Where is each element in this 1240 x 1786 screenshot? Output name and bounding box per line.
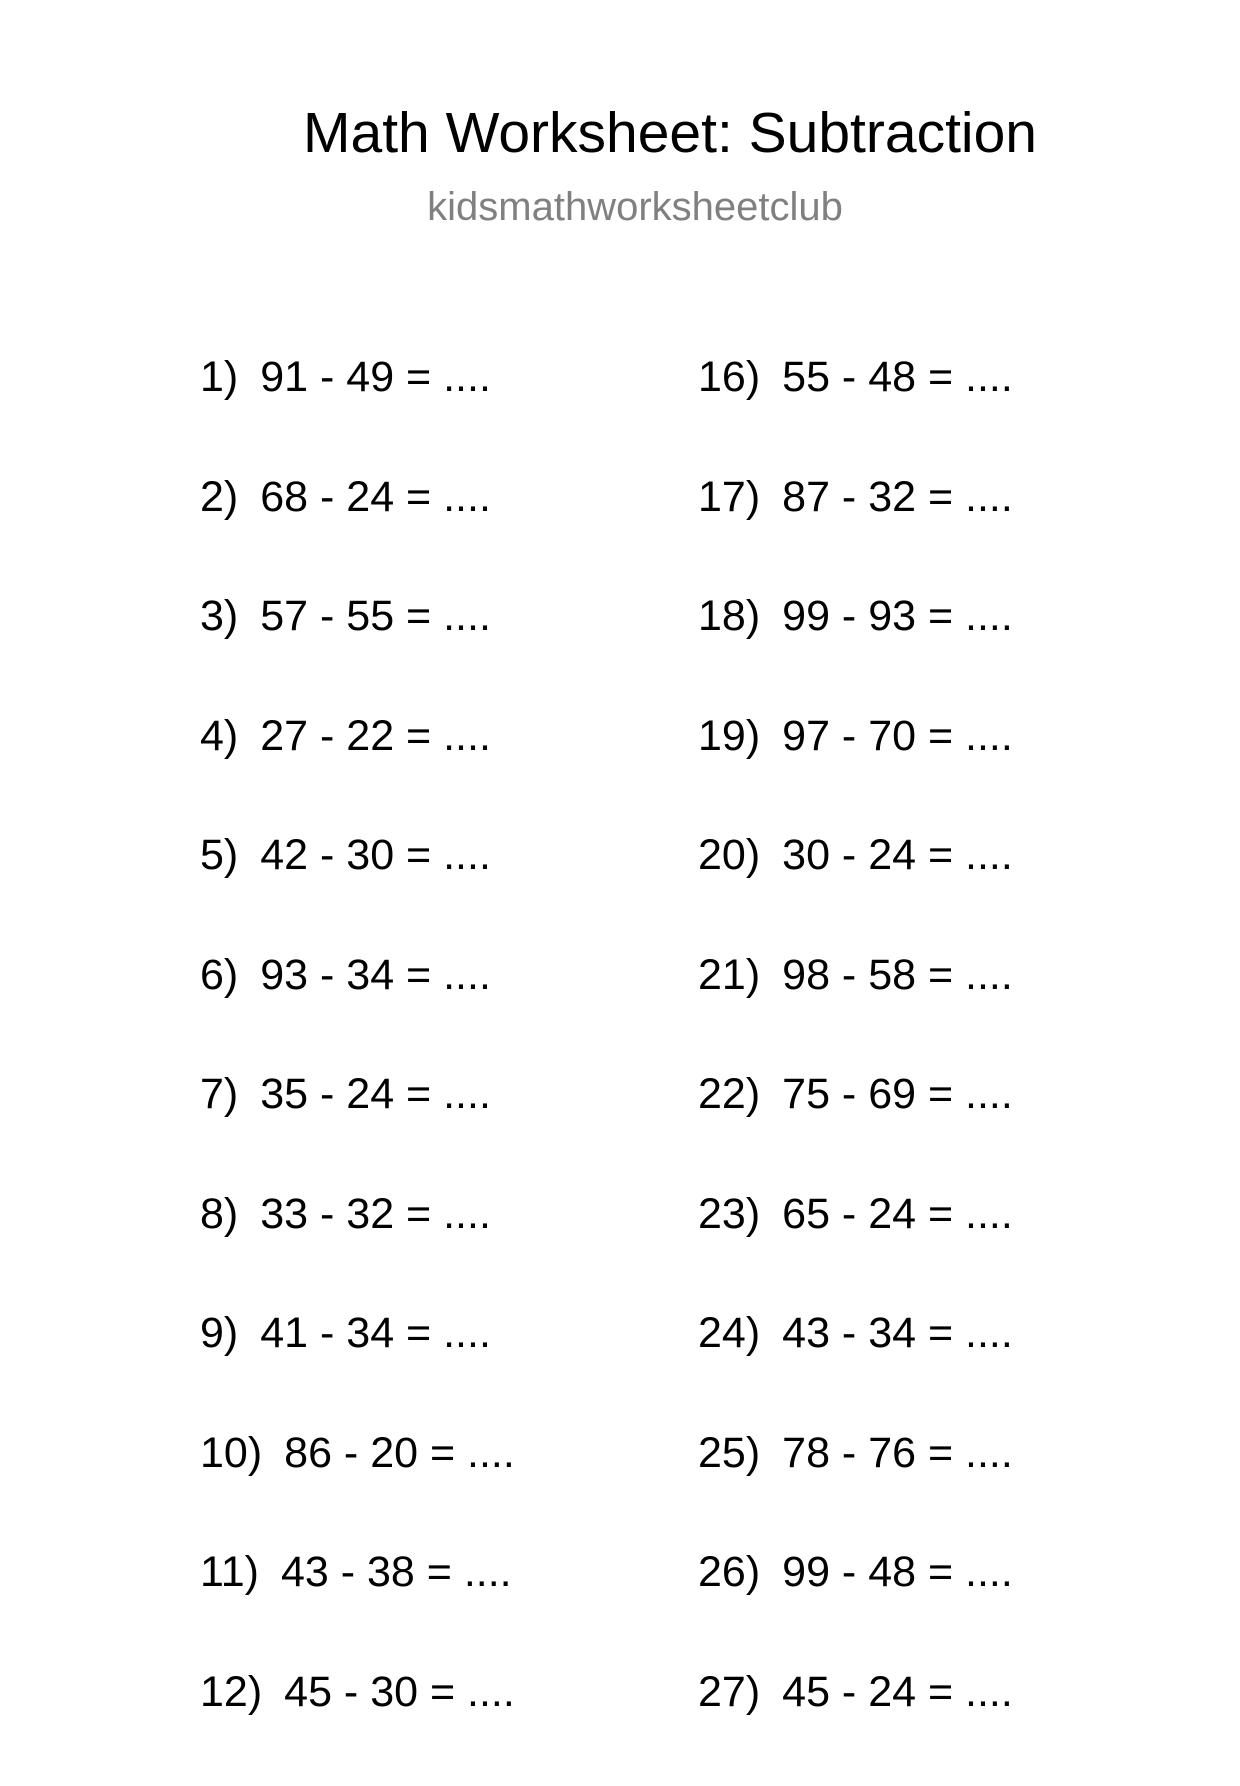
problem-expression: 45 - 30 = .... (284, 1667, 515, 1717)
problem-number: 2) (200, 472, 238, 522)
problem-number: 16) (698, 352, 760, 402)
problem-item (698, 1069, 1013, 1189)
problem-expression: 91 - 49 = .... (260, 352, 491, 402)
problem-number: 9) (200, 1308, 238, 1358)
problem-number: 22) (698, 1069, 760, 1119)
problem-number: 25) (698, 1428, 760, 1478)
problem-number: 1) (200, 352, 238, 402)
problem-number: 6) (200, 950, 238, 1000)
problem-expression: 42 - 30 = .... (260, 830, 491, 880)
problem-number: 17) (698, 472, 760, 522)
problem-number: 8) (200, 1189, 238, 1239)
problem-expression: 93 - 34 = .... (260, 950, 491, 1000)
problem-expression: 98 - 58 = .... (782, 950, 1013, 1000)
page-subtitle: kidsmathworksheetclub (0, 182, 1240, 232)
problem-number: 19) (698, 711, 760, 761)
problem-item (698, 711, 1013, 831)
problem-expression: 43 - 34 = .... (782, 1308, 1013, 1358)
problem-expression: 27 - 22 = .... (260, 711, 491, 761)
problem-number: 24) (698, 1308, 760, 1358)
problem-item (200, 1547, 515, 1667)
problem-column-left (200, 352, 515, 1786)
problem-item (200, 352, 515, 472)
problem-expression: 65 - 24 = .... (782, 1189, 1013, 1239)
problem-item (698, 352, 1013, 472)
page-title: Math Worksheet: Subtraction (0, 98, 1240, 168)
problem-item (200, 1667, 515, 1786)
problem-expression: 68 - 24 = .... (260, 472, 491, 522)
problem-expression: 99 - 93 = .... (782, 591, 1013, 641)
problem-expression: 57 - 55 = .... (260, 591, 491, 641)
problem-item (200, 591, 515, 711)
problem-expression: 87 - 32 = .... (782, 472, 1013, 522)
problem-number: 5) (200, 830, 238, 880)
problem-item (200, 1308, 515, 1428)
problem-number: 7) (200, 1069, 238, 1119)
problem-number: 4) (200, 711, 238, 761)
problem-number: 18) (698, 591, 760, 641)
problem-item (698, 1308, 1013, 1428)
problem-expression: 41 - 34 = .... (260, 1308, 491, 1358)
problem-expression: 86 - 20 = .... (284, 1428, 515, 1478)
problem-number: 10) (200, 1428, 262, 1478)
problem-number: 21) (698, 950, 760, 1000)
problem-expression: 97 - 70 = .... (782, 711, 1013, 761)
problem-item (698, 1428, 1013, 1548)
problem-expression: 43 - 38 = .... (281, 1547, 512, 1597)
problem-item (698, 830, 1013, 950)
problem-item (698, 472, 1013, 592)
problem-item (698, 1667, 1013, 1786)
problem-number: 26) (698, 1547, 760, 1597)
problem-number: 3) (200, 591, 238, 641)
problem-expression: 55 - 48 = .... (782, 352, 1013, 402)
problem-item (698, 1189, 1013, 1309)
problem-expression: 45 - 24 = .... (782, 1667, 1013, 1717)
problem-item (200, 830, 515, 950)
problem-expression: 33 - 32 = .... (260, 1189, 491, 1239)
problem-number: 11) (200, 1547, 259, 1597)
problem-item (698, 1547, 1013, 1667)
problem-item (200, 1069, 515, 1189)
problem-item (698, 950, 1013, 1070)
problem-expression: 30 - 24 = .... (782, 830, 1013, 880)
problem-expression: 35 - 24 = .... (260, 1069, 491, 1119)
problem-column-right (698, 352, 1013, 1786)
problem-number: 20) (698, 830, 760, 880)
problem-number: 27) (698, 1667, 760, 1717)
problem-item (200, 950, 515, 1070)
problem-number: 12) (200, 1667, 262, 1717)
problem-item (698, 591, 1013, 711)
problem-expression: 75 - 69 = .... (782, 1069, 1013, 1119)
problem-expression: 78 - 76 = .... (782, 1428, 1013, 1478)
problem-item (200, 1189, 515, 1309)
problem-expression: 99 - 48 = .... (782, 1547, 1013, 1597)
problem-item (200, 711, 515, 831)
problem-item (200, 472, 515, 592)
problem-item (200, 1428, 515, 1548)
problem-number: 23) (698, 1189, 760, 1239)
